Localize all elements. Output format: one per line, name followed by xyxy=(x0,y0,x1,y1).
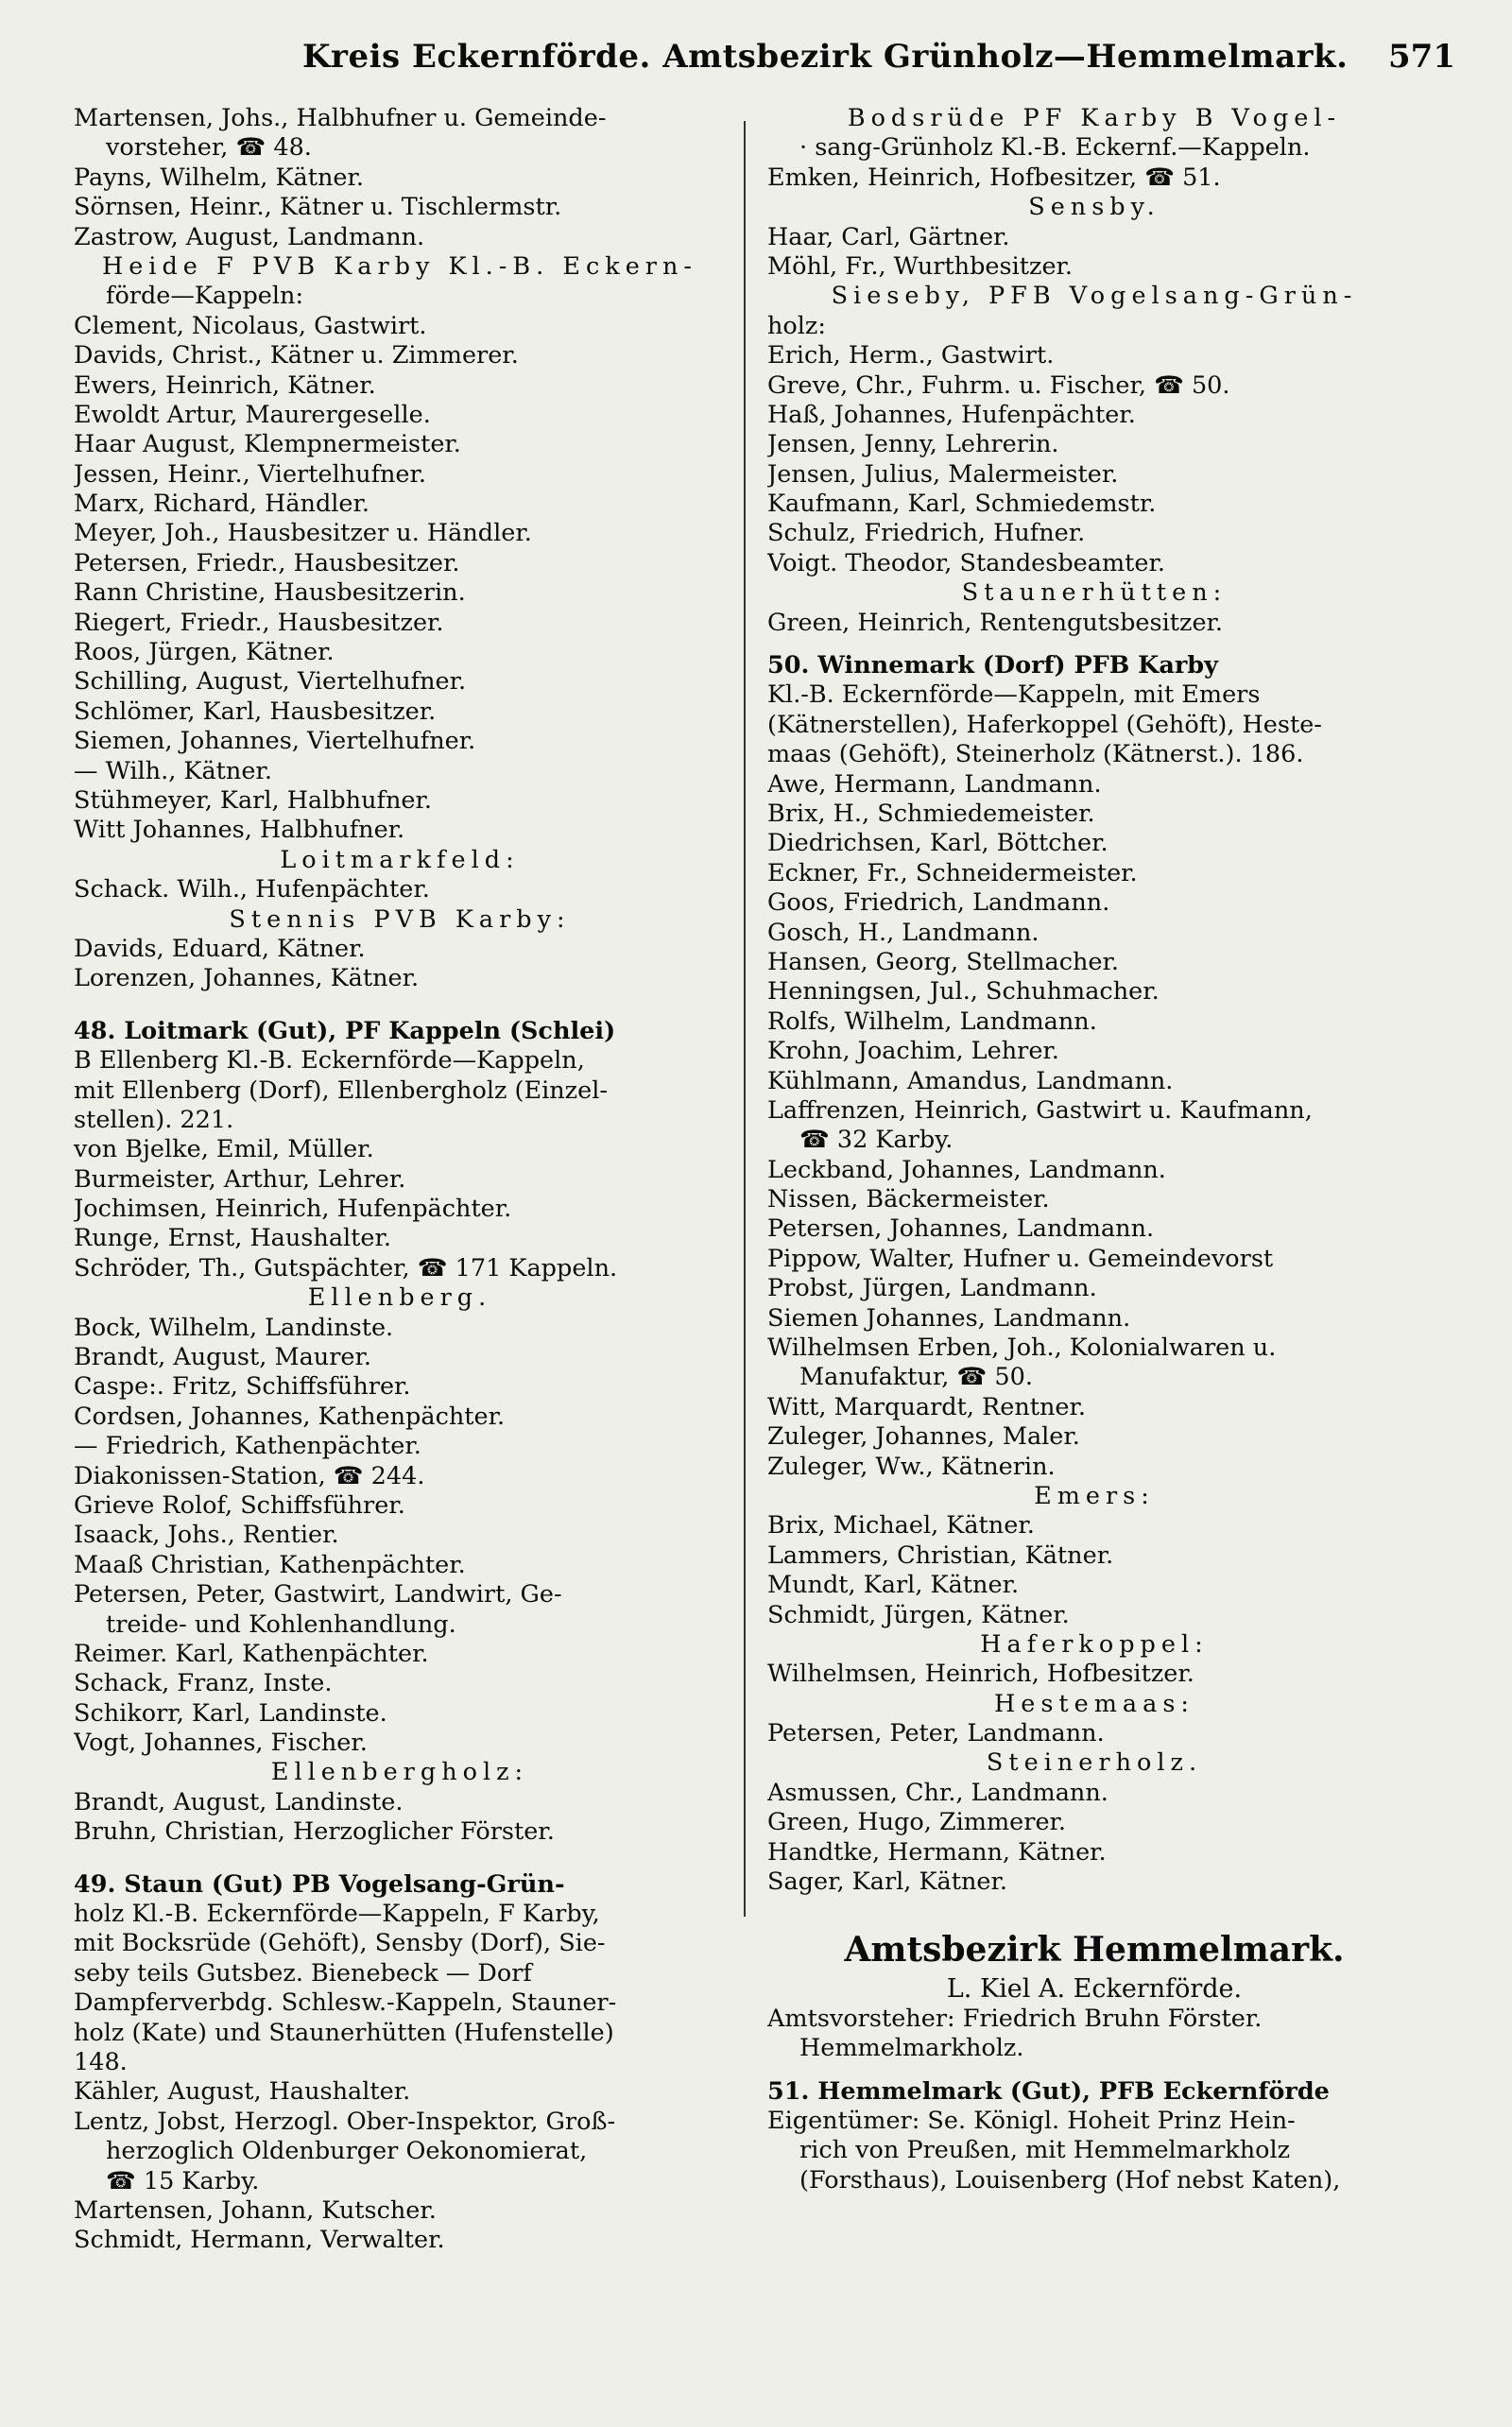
text-line: Laffrenzen, Heinrich, Gastwirt u. Kaufmann, xyxy=(767,1095,1313,1125)
text-line: Stennis PVB Karby: xyxy=(229,904,571,934)
text-line: Stühmeyer, Karl, Halbhufner. xyxy=(74,785,432,815)
text-line: Bruhn, Christian, Herzoglicher Förster. xyxy=(74,1817,555,1847)
text-line: Marx, Richard, Händler. xyxy=(74,490,370,519)
text-line: vorsteher, ☎ 48. xyxy=(106,133,312,163)
text-line: Mundt, Karl, Kätner. xyxy=(767,1571,1020,1600)
text-line: ☎ 15 Karby. xyxy=(106,2166,260,2195)
text-line: Zuleger, Johannes, Maler. xyxy=(767,1422,1080,1452)
text-line: ☎ 32 Karby. xyxy=(799,1126,954,1155)
text-line: Ellenberg. xyxy=(307,1283,492,1313)
text-line: Wilhelmsen, Heinrich, Hofbesitzer. xyxy=(767,1660,1194,1689)
text-line: Brandt, August, Landinste. xyxy=(74,1787,404,1816)
text-line: Zuleger, Ww., Kätnerin. xyxy=(767,1452,1056,1481)
text-line: — Wilh., Kätner. xyxy=(74,756,272,785)
text-line: Brix, H., Schmiedemeister. xyxy=(767,799,1095,828)
text-line: Schack. Wilh., Hufenpächter. xyxy=(74,875,430,904)
text-line: 148. xyxy=(74,2048,128,2076)
text-line: Vogt, Johannes, Fischer. xyxy=(74,1729,368,1758)
text-line: Awe, Hermann, Landmann. xyxy=(767,769,1102,799)
text-line: Burmeister, Arthur, Lehrer. xyxy=(74,1164,406,1194)
text-line: Heide F PVB Karby Kl.-B. Eckern- xyxy=(101,251,698,281)
text-line: Erich, Herm., Gastwirt. xyxy=(767,341,1055,370)
text-line: Diakonissen-Station, ☎ 244. xyxy=(74,1461,425,1490)
text-line: förde—Kappeln: xyxy=(106,282,304,311)
spacer xyxy=(767,2064,1421,2077)
text-line: Probst, Jürgen, Landmann. xyxy=(767,1274,1097,1303)
text-line: Sensby. xyxy=(1028,193,1160,222)
text-line: Davids, Eduard, Kätner. xyxy=(74,934,366,963)
text-line: Ellenbergholz: xyxy=(270,1758,529,1787)
text-line: Schmidt, Hermann, Verwalter. xyxy=(74,2226,445,2255)
text-line: Bodsrüde PF Karby B Vogel- xyxy=(847,104,1342,132)
text-line: Pippow, Walter, Hufner u. Gemeindevorst xyxy=(767,1244,1274,1273)
text-line: Hansen, Georg, Stellmacher. xyxy=(767,947,1120,976)
text-line: Goos, Friedrich, Landmann. xyxy=(767,888,1110,918)
text-line: (Kätnerstellen), Haferkoppel (Gehöft), Heste- xyxy=(767,710,1322,739)
text-line: Reimer. Karl, Kathenpächter. xyxy=(74,1639,429,1668)
text-line: Jochimsen, Heinrich, Hufenpächter. xyxy=(74,1195,512,1224)
text-line: Schulz, Friedrich, Hufner. xyxy=(767,519,1086,548)
text-line: Petersen, Peter, Gastwirt, Landwirt, Ge- xyxy=(74,1580,562,1609)
text-line: Schlömer, Karl, Hausbesitzer. xyxy=(74,697,437,726)
text-line: Isaack, Johs., Rentier. xyxy=(74,1521,339,1550)
text-line: Voigt. Theodor, Standesbeamter. xyxy=(767,548,1165,577)
text-line: Lentz, Jobst, Herzogl. Ober-Inspektor, Groß- xyxy=(74,2107,616,2136)
header-title: Kreis Eckernförde. Amtsbezirk Grünholz—Hemmelmark. xyxy=(302,38,1349,76)
text-line: Eigentümer: Se. Königl. Hoheit Prinz Hein- xyxy=(767,2107,1296,2135)
text-line: Bock, Wilhelm, Landinste. xyxy=(74,1313,394,1342)
text-line: Ewoldt Artur, Maurergeselle. xyxy=(74,400,431,429)
text-line: Payns, Wilhelm, Kätner. xyxy=(74,163,364,192)
text-line: Jensen, Julius, Malermeister. xyxy=(767,459,1119,489)
text-line: Diedrichsen, Karl, Böttcher. xyxy=(767,829,1108,858)
text-line: Rolfs, Wilhelm, Landmann. xyxy=(767,1007,1097,1036)
text-line: Petersen, Peter, Landmann. xyxy=(767,1719,1105,1748)
text-line: Kähler, August, Haushalter. xyxy=(74,2077,411,2107)
text-line: Siemen, Johannes, Viertelhufner. xyxy=(74,727,476,756)
text-line: Schack, Franz, Inste. xyxy=(74,1669,333,1698)
text-line: Siemen Johannes, Landmann. xyxy=(767,1303,1131,1333)
left-column xyxy=(74,104,726,2256)
text-line: von Bjelke, Emil, Müller. xyxy=(74,1135,374,1164)
text-line: Schilling, August, Viertelhufner. xyxy=(74,667,467,697)
text-line: Petersen, Johannes, Landmann. xyxy=(767,1214,1155,1244)
text-line: Lorenzen, Johannes, Kätner. xyxy=(74,964,420,993)
text-line: Jessen, Heinr., Viertelhufner. xyxy=(74,459,427,489)
text-line: Schmidt, Jürgen, Kätner. xyxy=(767,1600,1070,1629)
text-line: holz Kl.-B. Eckernförde—Kappeln, F Karby, xyxy=(74,1900,600,1929)
text-line: Schröder, Th., Gutspächter, ☎ 171 Kappeln. xyxy=(74,1253,618,1282)
text-line: seby teils Gutsbez. Bienebeck — Dorf xyxy=(74,1958,532,1988)
text-line: Grieve Rolof, Schiffsführer. xyxy=(74,1490,405,1520)
text-line: Sörnsen, Heinr., Kätner u. Tischlermstr. xyxy=(74,193,562,222)
text-line: Haar, Carl, Gärtner. xyxy=(767,222,1010,251)
text-line: · sang-Grünholz Kl.-B. Eckernf.—Kappeln. xyxy=(799,133,1311,163)
text-line: Dampferverbdg. Schlesw.-Kappeln, Stauner- xyxy=(74,1988,617,2018)
text-line: Haß, Johannes, Hufenpächter. xyxy=(767,400,1136,429)
spacer xyxy=(767,638,1421,651)
text-line: Rann Christine, Hausbesitzerin. xyxy=(74,578,466,608)
text-line: Möhl, Fr., Wurthbesitzer. xyxy=(767,251,1074,281)
text-line: Petersen, Friedr., Hausbesitzer. xyxy=(74,548,460,577)
text-line: Krohn, Joachim, Lehrer. xyxy=(767,1037,1059,1066)
text-line: Emken, Heinrich, Hofbesitzer, ☎ 51. xyxy=(767,163,1221,192)
text-line: Sager, Karl, Kätner. xyxy=(767,1868,1008,1897)
text-line: Eckner, Fr., Schneidermeister. xyxy=(767,858,1138,887)
text-line: Loitmarkfeld: xyxy=(280,845,520,874)
text-line: Clement, Nicolaus, Gastwirt. xyxy=(74,311,427,340)
text-line: Martensen, Johann, Kutscher. xyxy=(74,2195,437,2225)
text-line: Haferkoppel: xyxy=(980,1629,1209,1659)
right-column xyxy=(767,104,1421,2195)
text-line: Manufaktur, ☎ 50. xyxy=(799,1363,1033,1392)
text-line: Green, Hugo, Zimmerer. xyxy=(767,1808,1067,1837)
text-line: holz (Kate) und Staunerhütten (Hufenstelle) xyxy=(74,2018,614,2047)
running-header xyxy=(66,38,1455,93)
text-line: Hestemaas: xyxy=(993,1689,1195,1718)
text-line: Caspe:. Fritz, Schiffsführer. xyxy=(74,1372,411,1402)
text-line: mit Bocksrüde (Gehöft), Sensby (Dorf), Sie- xyxy=(74,1929,606,1958)
text-line: Jensen, Jenny, Lehrerin. xyxy=(767,430,1059,459)
text-line: stellen). 221. xyxy=(74,1105,234,1134)
text-line: holz: xyxy=(767,311,826,340)
text-line: Martensen, Johs., Halbhufner u. Gemeinde- xyxy=(74,104,607,132)
text-line: Leckband, Johannes, Landmann. xyxy=(767,1155,1166,1184)
text-line: 51. Hemmelmark (Gut), PFB Eckernförde xyxy=(767,2076,1330,2106)
text-line: Emers: xyxy=(1034,1481,1155,1510)
text-line: Asmussen, Chr., Landmann. xyxy=(767,1778,1108,1807)
text-line: 48. Loitmark (Gut), PF Kappeln (Schlei) xyxy=(74,1016,616,1045)
text-line: Davids, Christ., Kätner u. Zimmerer. xyxy=(74,341,519,370)
text-line: Lammers, Christian, Kätner. xyxy=(767,1541,1114,1570)
text-line: rich von Preußen, mit Hemmelmarkholz xyxy=(799,2136,1291,2165)
text-line: Maaß Christian, Kathenpächter. xyxy=(74,1550,466,1579)
text-line: Steinerholz. xyxy=(986,1748,1203,1778)
text-line: Staunerhütten: xyxy=(961,578,1228,608)
text-line: Ewers, Heinrich, Kätner. xyxy=(74,370,376,400)
text-line: mit Ellenberg (Dorf), Ellenbergholz (Einzel- xyxy=(74,1076,608,1105)
text-line: treide- und Kohlenhandlung. xyxy=(106,1609,456,1639)
text-line: Brandt, August, Maurer. xyxy=(74,1343,371,1372)
text-line: Henningsen, Jul., Schuhmacher. xyxy=(767,977,1160,1007)
column-divider xyxy=(744,121,746,1917)
text-line: Haar August, Klempnermeister. xyxy=(74,430,461,459)
text-line: Green, Heinrich, Rentengutsbesitzer. xyxy=(767,608,1224,637)
text-line: Kaufmann, Karl, Schmiedemstr. xyxy=(767,490,1157,519)
text-line: Greve, Chr., Fuhrm. u. Fischer, ☎ 50. xyxy=(767,370,1230,400)
text-line: Riegert, Friedr., Hausbesitzer. xyxy=(74,608,444,637)
text-line: — Friedrich, Kathenpächter. xyxy=(74,1432,421,1461)
text-line: Sieseby, PFB Vogelsang-Grün- xyxy=(831,282,1358,311)
text-line: Amtsbezirk Hemmelmark. xyxy=(844,1930,1345,1971)
text-line: L. Kiel A. Eckernförde. xyxy=(946,1974,1243,2005)
text-line: (Forsthaus), Louisenberg (Hof nebst Katen), xyxy=(799,2165,1341,2195)
text-line: Zastrow, August, Landmann. xyxy=(74,222,425,251)
spacer xyxy=(74,994,726,1017)
text-line: Runge, Ernst, Haushalter. xyxy=(74,1224,392,1253)
text-line: Witt Johannes, Halbhufner. xyxy=(74,816,405,845)
text-line: Amtsvorsteher: Friedrich Bruhn Förster. xyxy=(767,2004,1263,2033)
page-number: 571 xyxy=(1388,38,1455,76)
text-line: Gosch, H., Landmann. xyxy=(767,918,1040,947)
spacer xyxy=(74,1848,726,1870)
text-line: Roos, Jürgen, Kätner. xyxy=(74,638,335,667)
text-line: Hemmelmarkholz. xyxy=(799,2034,1024,2063)
text-line: Wilhelmsen Erben, Joh., Kolonialwaren u. xyxy=(767,1334,1277,1363)
text-line: Cordsen, Johannes, Kathenpächter. xyxy=(74,1402,506,1431)
text-line: Brix, Michael, Kätner. xyxy=(767,1511,1035,1541)
text-line: Nissen, Bäckermeister. xyxy=(767,1185,1050,1214)
text-line: 49. Staun (Gut) PB Vogelsang-Grün- xyxy=(74,1869,565,1899)
text-line: herzoglich Oldenburger Oekonomierat, xyxy=(106,2137,588,2166)
text-line: 50. Winnemark (Dorf) PFB Karby xyxy=(767,651,1218,680)
text-line: B Ellenberg Kl.-B. Eckernförde—Kappeln, xyxy=(74,1046,585,1076)
text-line: Handtke, Hermann, Kätner. xyxy=(767,1837,1107,1867)
text-line: Kl.-B. Eckernförde—Kappeln, mit Emers xyxy=(767,680,1261,710)
text-line: Meyer, Joh., Hausbesitzer u. Händler. xyxy=(74,519,532,548)
text-line: Schikorr, Karl, Landinste. xyxy=(74,1698,387,1728)
text-line: Witt, Marquardt, Rentner. xyxy=(767,1392,1087,1421)
text-line: maas (Gehöft), Steinerholz (Kätnerst.). 186. xyxy=(767,740,1304,769)
text-line: Kühlmann, Amandus, Landmann. xyxy=(767,1066,1174,1095)
